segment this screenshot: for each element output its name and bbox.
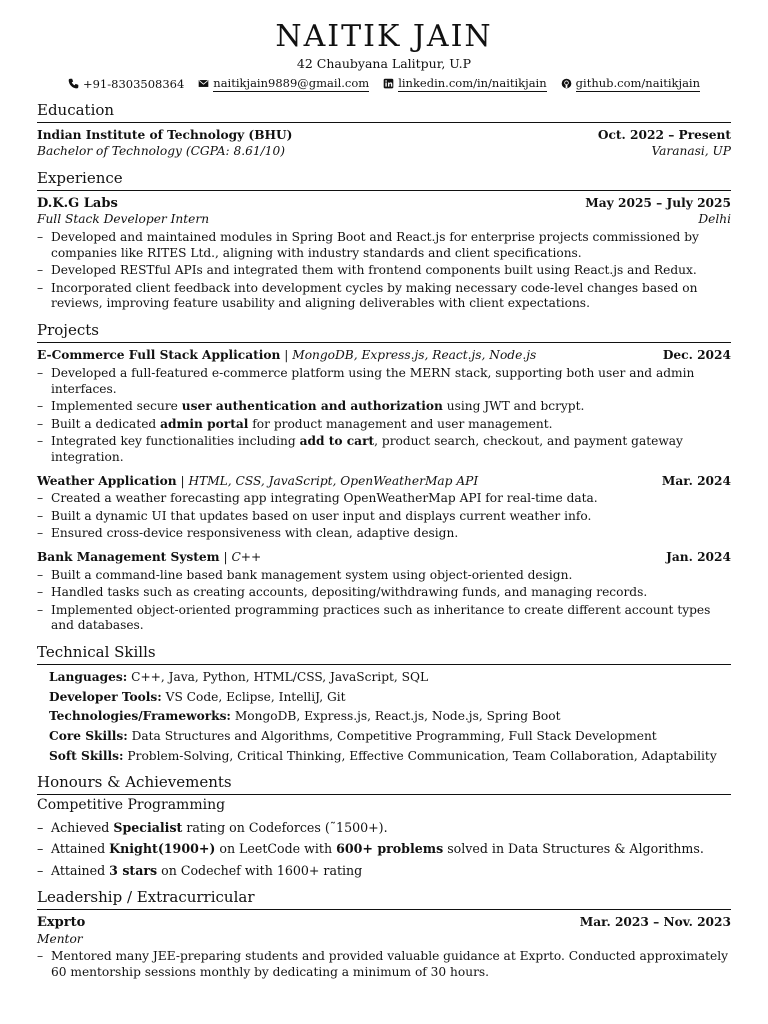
phone-number: +91-8303508364	[82, 76, 185, 91]
contact-phone	[68, 77, 184, 92]
text-segment: Achieved	[51, 820, 114, 836]
list-item	[37, 491, 731, 507]
list-item	[37, 585, 731, 601]
text-segment: for product management and user management.	[248, 416, 553, 431]
list-item	[37, 568, 731, 584]
school-name: Indian Institute of Technology (BHU)	[37, 128, 293, 143]
phone-icon	[68, 78, 79, 89]
honours-section	[37, 773, 731, 878]
project-name: E-Commerce Full Stack Application	[37, 348, 281, 363]
github-link[interactable]: github.com/naitikjain	[576, 76, 700, 93]
emphasis-text: 3 stars	[109, 862, 158, 878]
project-tech: C++	[231, 549, 262, 564]
honours-subtitle: Competitive Programming	[37, 797, 226, 814]
list-item	[37, 366, 731, 397]
skill-label: Core Skills:	[49, 729, 128, 744]
list-item: – Incorporated client feedback into development cycles by making necessary code-level changes based on reviews, improving feature usability and aligning deliverables with client expectations.	[37, 281, 731, 312]
list-item	[37, 603, 731, 634]
list-item	[37, 417, 731, 433]
contact-email[interactable]	[198, 76, 369, 93]
list-item	[37, 434, 731, 465]
contact-github[interactable]	[561, 76, 700, 93]
education-dates: Oct. 2022 – Present	[597, 128, 731, 143]
skill-value: MongoDB, Express.js, React.js, Node.js, Spring Boot	[234, 709, 561, 724]
project-date: Jan. 2024	[666, 549, 731, 564]
project-name: Bank Management System	[37, 549, 220, 564]
projects-list	[37, 348, 731, 634]
project-bullets	[37, 491, 731, 542]
education-location: Varanasi, UP	[651, 144, 731, 159]
project-entry	[37, 348, 731, 465]
text-segment: on LeetCode with	[215, 841, 337, 857]
text-segment: , product search, checkout, and payment gateway integration.	[51, 434, 683, 464]
text-segment: Integrated key functionalities including	[51, 434, 300, 449]
list-item	[37, 863, 731, 879]
text-segment: Handled tasks such as creating accounts, depositing/withdrawing funds, and managing records.	[51, 585, 648, 600]
list-item	[37, 526, 731, 542]
envelope-icon	[198, 78, 209, 89]
contact-bar	[37, 76, 731, 93]
emphasis-text: user authentication and authorization	[181, 399, 443, 414]
text-segment: Implemented secure	[51, 399, 182, 414]
project-bullets	[37, 366, 731, 466]
separator: |	[180, 473, 185, 488]
experience-location: Delhi	[698, 212, 731, 227]
section-title: Technical Skills	[37, 643, 731, 665]
text-segment: Attained	[51, 862, 110, 878]
leadership-role: Mentor	[37, 931, 83, 946]
linkedin-icon	[383, 78, 394, 89]
company-name: D.K.G Labs	[37, 195, 118, 211]
skill-value: VS Code, Eclipse, IntelliJ, Git	[165, 689, 346, 704]
text-segment: using JWT and bcrypt.	[442, 399, 585, 414]
emphasis-text: admin portal	[160, 416, 249, 431]
experience-section	[37, 169, 731, 312]
education-entry	[37, 128, 731, 159]
section-title: Projects	[37, 321, 731, 343]
project-name: Weather Application	[37, 473, 177, 488]
skill-row	[49, 749, 731, 765]
skill-row	[49, 690, 731, 706]
skill-value: Problem-Solving, Critical Thinking, Effective Communication, Team Collaboration, Adaptability	[127, 748, 717, 763]
skill-label: Technologies/Frameworks:	[49, 709, 231, 724]
experience-entry	[37, 196, 731, 312]
leadership-bullets	[37, 949, 731, 980]
github-icon	[561, 78, 572, 89]
emphasis-text: add to cart	[299, 434, 375, 449]
leadership-dates: Mar. 2023 – Nov. 2023	[579, 914, 731, 929]
project-date: Dec. 2024	[662, 348, 731, 363]
candidate-name: NAITIK JAIN	[275, 19, 493, 54]
text-segment: rating on Codeforces (˜1500+).	[182, 820, 388, 836]
list-item: – Mentored many JEE-preparing students and provided valuable guidance at Exprto. Conducted approximately 60 mentorship sessions monthly by dedicating a minimum of 30 hours.	[37, 949, 731, 980]
education-section	[37, 101, 731, 159]
text-segment: Developed a full-featured e-commerce platform using the MERN stack, supporting both user and admin interfaces.	[51, 365, 695, 396]
text-segment: Built a dedicated	[51, 416, 161, 431]
leadership-section	[37, 888, 731, 981]
list-item	[37, 820, 731, 836]
linkedin-link[interactable]: linkedin.com/in/naitikjain	[398, 76, 546, 93]
project-tech: MongoDB, Express.js, React.js, Node.js	[292, 348, 537, 363]
list-item	[37, 509, 731, 525]
email-link[interactable]: naitikjain9889@gmail.com	[213, 76, 369, 93]
skill-row	[49, 670, 731, 686]
text-segment: on Codechef with 1600+ rating	[157, 862, 363, 878]
text-segment: Built a dynamic UI that updates based on user input and displays current weather info.	[51, 508, 592, 523]
contact-linkedin[interactable]	[383, 76, 546, 93]
text-segment: Created a weather forecasting app integrating OpenWeatherMap API for real-time data.	[51, 491, 598, 506]
skill-value: C++, Java, Python, HTML/CSS, JavaScript, SQL	[131, 670, 429, 685]
section-title: Honours & Achievements	[37, 773, 731, 795]
project-bullets	[37, 568, 731, 634]
list-item	[37, 841, 731, 857]
skills-list	[37, 670, 731, 764]
project-entry	[37, 550, 731, 634]
project-date: Mar. 2024	[661, 473, 731, 488]
emphasis-text: 600+ problems	[336, 841, 444, 857]
skill-label: Languages:	[49, 670, 128, 685]
address: 42 Chaubyana Lalitpur, U.P	[296, 55, 472, 71]
organization-name: Exprto	[37, 914, 86, 930]
job-role: Full Stack Developer Intern	[37, 212, 210, 227]
section-title: Education	[37, 101, 731, 123]
project-tech: HTML, CSS, JavaScript, OpenWeatherMap API	[188, 473, 479, 488]
separator: |	[223, 549, 228, 564]
text-segment: Implemented object-oriented programming practices such as inheritance to create different account types and databases.	[51, 602, 711, 633]
skill-value: Data Structures and Algorithms, Competitive Programming, Full Stack Development	[131, 729, 657, 744]
text-segment: Built a command-line based bank management system using object-oriented design.	[51, 567, 573, 582]
project-heading	[37, 550, 261, 566]
skill-label: Developer Tools:	[49, 689, 162, 704]
degree: Bachelor of Technology (CGPA: 8.61/10)	[37, 144, 286, 159]
skill-row	[49, 709, 731, 725]
honours-bullets	[37, 820, 731, 878]
project-entry	[37, 474, 731, 542]
leadership-entry	[37, 915, 731, 980]
list-item: – Developed and maintained modules in Spring Boot and React.js for enterprise projects commissioned by companies like RITES Ltd., aligning with industry standards and client specifications.	[37, 230, 731, 261]
skill-label: Soft Skills:	[49, 748, 124, 763]
project-heading	[37, 474, 478, 490]
text-segment: Attained	[51, 841, 110, 857]
projects-section	[37, 321, 731, 634]
experience-dates: May 2025 – July 2025	[585, 195, 731, 210]
project-heading	[37, 348, 536, 364]
section-title: Experience	[37, 169, 731, 191]
text-segment: solved in Data Structures & Algorithms.	[443, 841, 704, 857]
list-item: – Developed RESTful APIs and integrated them with frontend components built using React.js and Redux.	[37, 263, 731, 279]
text-segment: Ensured cross-device responsiveness with clean, adaptive design.	[51, 526, 459, 541]
skill-row	[49, 729, 731, 745]
separator: |	[284, 348, 289, 363]
section-title: Leadership / Extracurricular	[37, 888, 731, 910]
skills-section	[37, 643, 731, 764]
emphasis-text: Specialist	[113, 820, 183, 836]
emphasis-text: Knight(1900+)	[109, 841, 216, 857]
list-item	[37, 399, 731, 415]
experience-bullets	[37, 230, 731, 312]
